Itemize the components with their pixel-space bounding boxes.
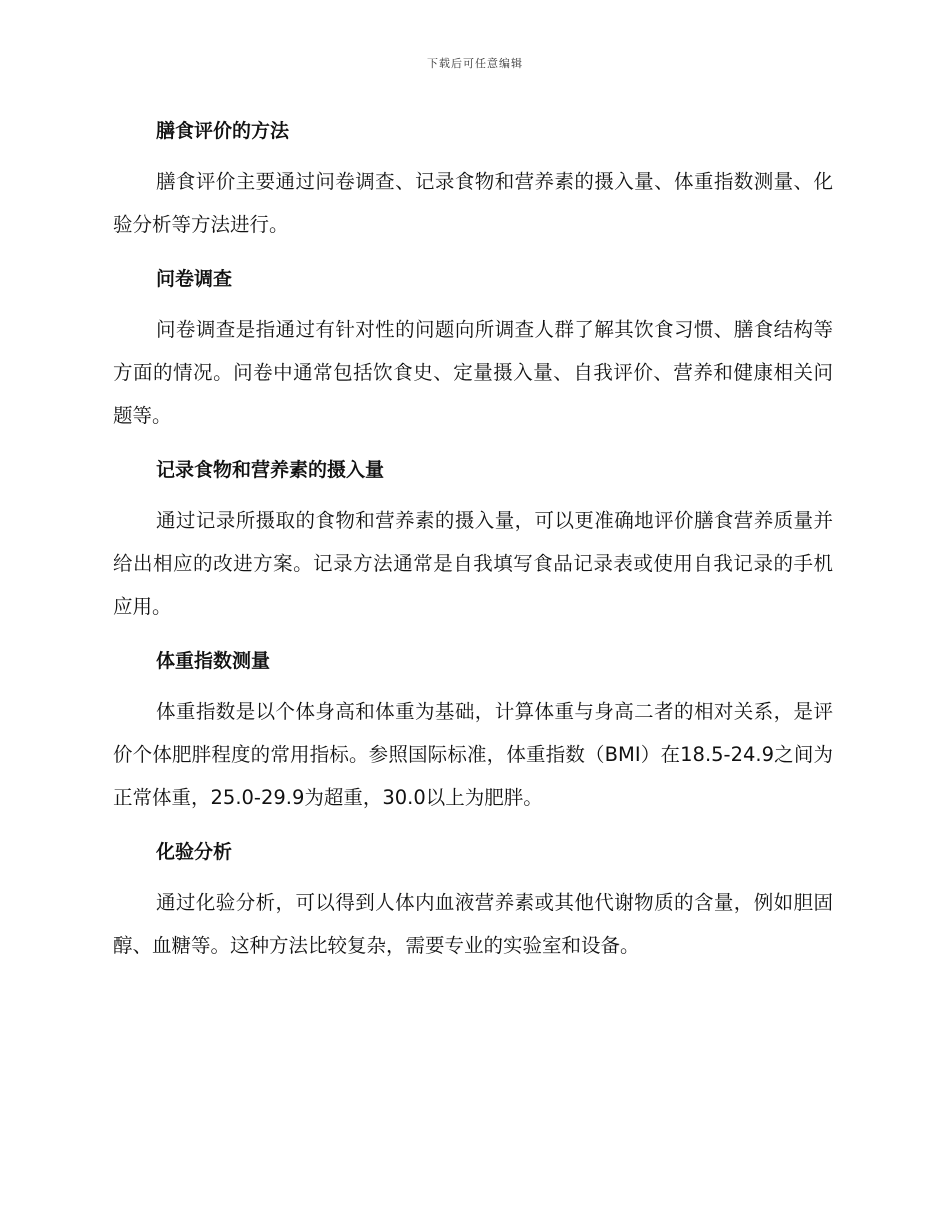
section-heading: 问卷调查 — [156, 268, 233, 290]
section-paragraph: 通过记录所摄取的食物和营养素的摄入量，可以更准确地评价膳食营养质量并给出相应的改进方案。记录方法通常是自我填写食品记录表或使用自我记录的手机应用。 — [113, 509, 833, 618]
section-bmi-measurement — [113, 642, 833, 819]
section-intake-recording — [113, 451, 833, 628]
document-content — [113, 112, 833, 981]
section-heading: 化验分析 — [156, 841, 233, 863]
section-lab-analysis — [113, 833, 833, 967]
section-paragraph: 膳食评价主要通过问卷调查、记录食物和营养素的摄入量、体重指数测量、化验分析等方法进行。 — [113, 170, 833, 236]
section-heading: 膳食评价的方法 — [156, 120, 290, 142]
section-heading: 体重指数测量 — [156, 650, 271, 672]
section-paragraph: 体重指数是以个体身高和体重为基础，计算体重与身高二者的相对关系，是评价个体肥胖程度的常用指标。参照国际标准，体重指数（BMI）在18.5-24.9之间为正常体重，25.0-29.9为超重，30.0以上为肥胖。 — [113, 700, 833, 809]
section-dietary-evaluation-methods — [113, 112, 833, 246]
section-heading: 记录食物和营养素的摄入量 — [156, 459, 385, 481]
section-questionnaire-survey — [113, 260, 833, 437]
section-paragraph: 问卷调查是指通过有针对性的问题向所调查人群了解其饮食习惯、膳食结构等方面的情况。问卷中通常包括饮食史、定量摄入量、自我评价、营养和健康相关问题等。 — [113, 318, 833, 427]
page-header: 下载后可任意编辑 — [427, 57, 523, 70]
section-paragraph: 通过化验分析，可以得到人体内血液营养素或其他代谢物质的含量，例如胆固醇、血糖等。这种方法比较复杂，需要专业的实验室和设备。 — [113, 891, 833, 957]
